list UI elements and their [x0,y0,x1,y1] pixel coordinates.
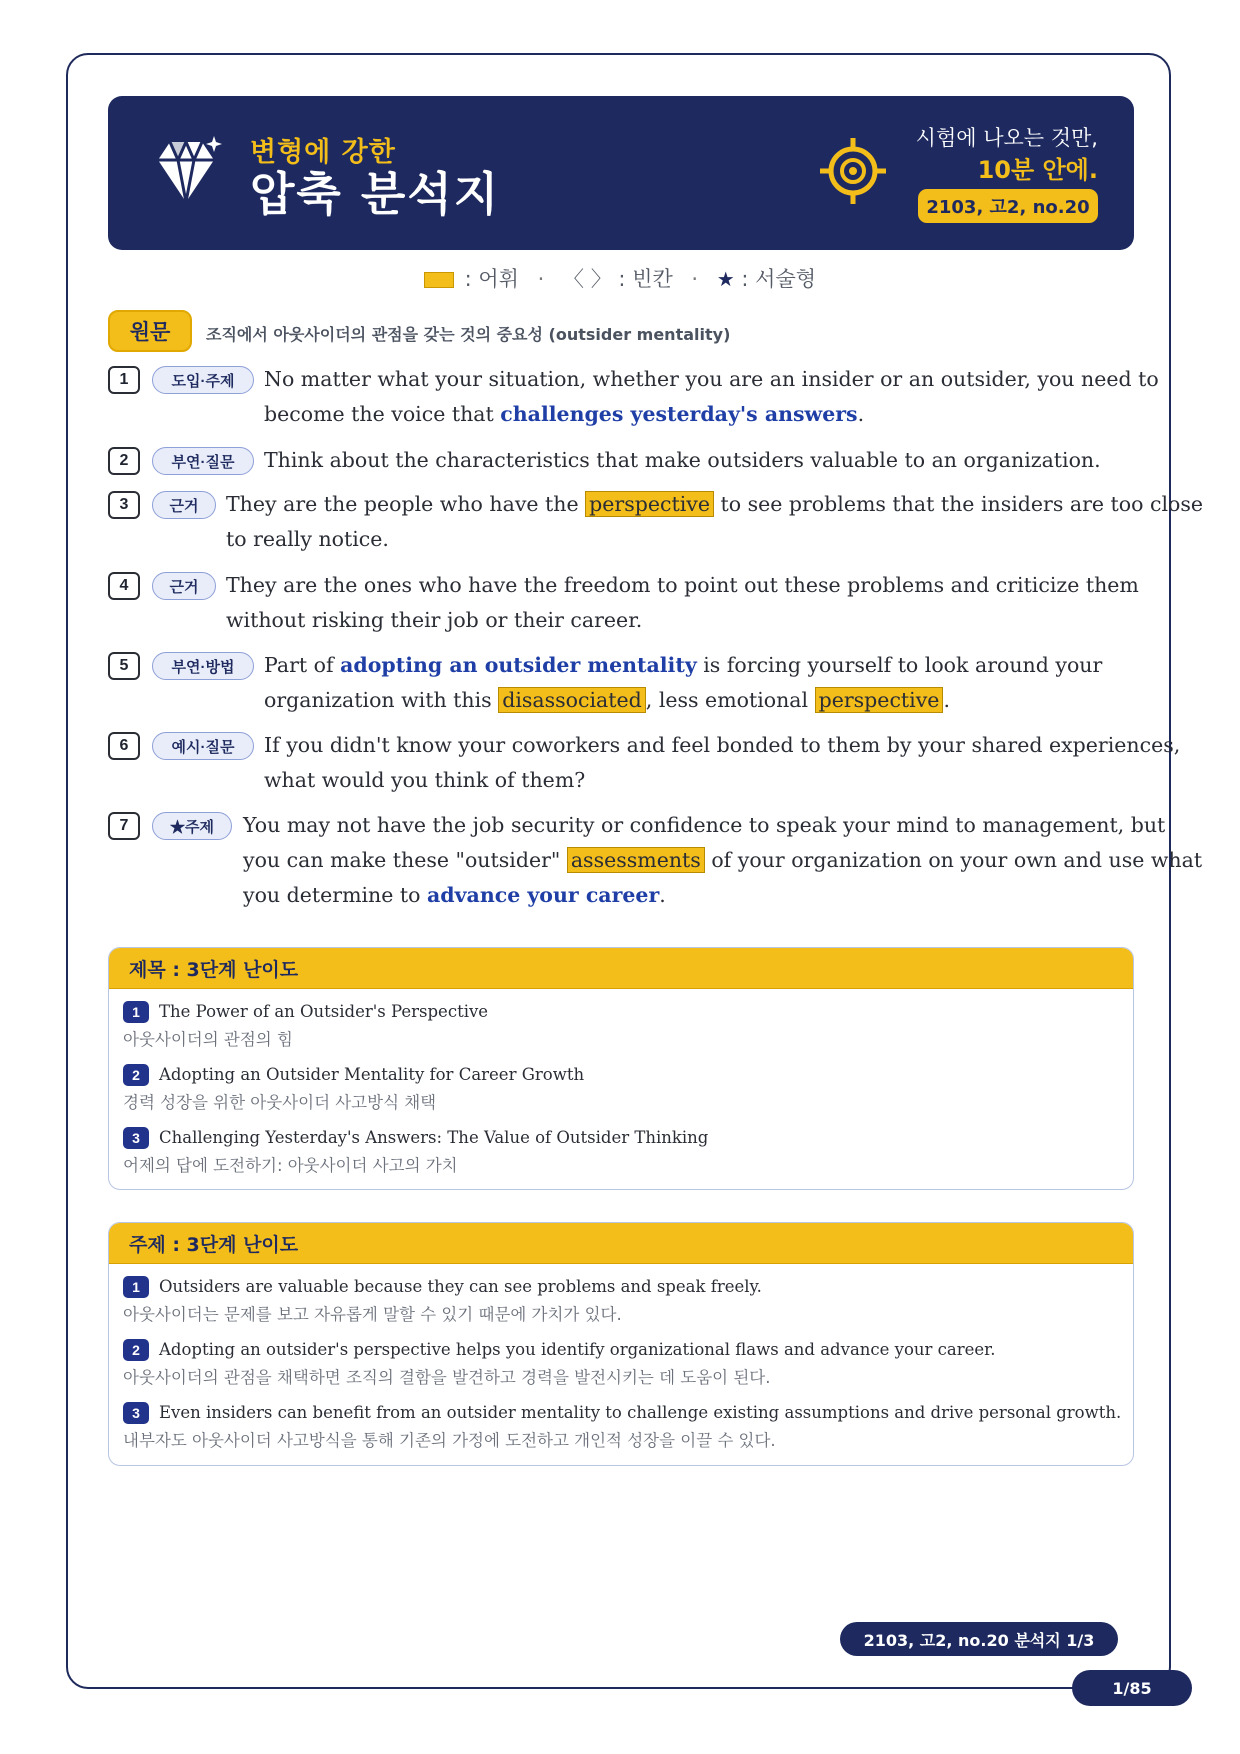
text-run: of your organization on your own and use what [704,848,1203,872]
item-number: 2 [123,1064,149,1086]
sentence-4 [226,568,1139,638]
sentence-number: 7 [108,812,140,840]
sentence-tag: 예시·질문 [152,732,254,760]
sentence-number: 5 [108,652,140,680]
sentence-tag: 근거 [152,572,216,600]
text-run: They are the people who have the [226,492,586,516]
topic-box-heading: 주제 : 3단계 난이도 [109,1223,1133,1264]
text-run: you determine to [243,883,428,907]
sentence-tag: 부연·방법 [152,652,254,680]
list-item [123,1400,1121,1451]
text-run: you can make these "outsider" [243,848,567,872]
source-title: 조직에서 아웃사이더의 관점을 갖는 것의 중요성 (outsider mentality) [206,325,731,344]
vocab-highlight: perspective [585,491,714,517]
keyword: challenges yesterday's answers [500,402,858,426]
text-run: . [943,688,950,712]
target-icon [820,138,886,204]
list-item [123,1125,708,1176]
sentence-6 [264,728,1180,798]
item-korean: 경력 성장을 위한 아웃사이더 사고방식 채택 [123,1093,437,1112]
sentence-number: 4 [108,572,140,600]
item-english: Adopting an Outsider Mentality for Career Growth [159,1065,585,1084]
list-item [123,1274,762,1325]
text-run: . [857,402,865,426]
sentence-line: what would you think of them? [264,768,586,792]
legend-essay: : 서술형 [741,267,817,291]
item-number: 2 [123,1339,149,1361]
sentence-tag: 근거 [152,491,216,519]
sentence-3 [226,487,1203,557]
sentence-tag: ★주제 [152,812,232,840]
item-english: Adopting an outsider's perspective helps you identify organizational flaws and advance your career. [159,1340,996,1359]
vocab-highlight: disassociated [498,687,646,713]
legend-blank-symbol: 〈 〉 [563,267,612,291]
item-number: 1 [123,1001,149,1023]
sentence-line [226,487,1203,522]
item-english: Even insiders can benefit from an outsider mentality to challenge existing assumptions and drive personal growth. [159,1403,1122,1422]
legend-blank: : 빈칸 [618,267,673,291]
title-options-box [108,947,1134,1190]
sentence-line [243,878,1202,913]
tagline-line1: 시험에 나오는 것만, [915,126,1098,150]
text-run: organization with this [264,688,499,712]
item-korean: 어제의 답에 도전하기: 아웃사이더 사고의 가치 [123,1156,458,1175]
text-run: , less emotional [645,688,815,712]
text-run: become the voice that [264,402,501,426]
sentence-line: You may not have the job security or confidence to speak your mind to management, but [243,813,1166,837]
text-run: Part of [264,653,341,677]
legend-separator: · [691,267,699,291]
sentence-line: Think about the characteristics that make outsiders valuable to an organization. [264,448,1101,472]
sentence-line [264,683,1102,718]
sentence-line [243,843,1202,878]
sentence-line [264,648,1102,683]
sentence-number: 1 [108,366,140,394]
sentence-line: If you didn't know your coworkers and feel bonded to them by your shared experiences, [264,733,1181,757]
legend [0,263,1240,293]
page-number: 1/85 [1072,1670,1192,1706]
item-number: 1 [123,1276,149,1298]
item-korean: 아웃사이더의 관점을 채택하면 조직의 결함을 발견하고 경력을 발전시키는 데 도움이 된다. [123,1368,771,1387]
legend-separator: · [537,267,545,291]
sentence-5 [264,648,1102,718]
sheet-label: 2103, 고2, no.20 분석지 1/3 [840,1622,1118,1656]
list-item [123,1062,584,1113]
keyword: advance your career [427,883,660,907]
exam-code-badge: 2103, 고2, no.20 [918,189,1098,223]
sentence-number: 2 [108,447,140,475]
sentence-line: without risking their job or their career. [226,608,643,632]
item-korean: 아웃사이더는 문제를 보고 자유롭게 말할 수 있기 때문에 가치가 있다. [123,1305,622,1324]
star-icon: ★ [716,267,735,291]
highlight-swatch-icon [424,272,454,288]
item-number: 3 [123,1127,149,1149]
item-korean: 내부자도 아웃사이더 사고방식을 통해 기존의 가정에 도전하고 개인적 성장을 이끌 수 있다. [123,1431,776,1450]
sentence-line: They are the ones who have the freedom to point out these problems and criticize them [226,573,1139,597]
list-item [123,999,488,1050]
sentence-1 [264,362,1159,432]
sentence-line: to really notice. [226,527,389,551]
title-small: 변형에 강한 [250,137,396,168]
list-item [123,1337,996,1388]
text-run: . [659,883,666,907]
sentence-number: 6 [108,732,140,760]
sentence-2 [264,443,1101,478]
sentence-line: No matter what your situation, whether you are an insider or an outsider, you need to [264,367,1159,391]
vocab-highlight: assessments [567,847,705,873]
item-korean: 아웃사이더의 관점의 힘 [123,1030,293,1049]
title-big: 압축 분석지 [250,167,501,221]
title-box-heading: 제목 : 3단계 난이도 [109,948,1133,989]
keyword: adopting an outsider mentality [340,653,697,677]
sentence-tag: 도입·주제 [152,366,254,394]
item-english: Outsiders are valuable because they can see problems and speak freely. [159,1277,762,1296]
text-run: to see problems that the insiders are too close [713,492,1204,516]
text-run: is forcing yourself to look around your [696,653,1103,677]
sentence-number: 3 [108,491,140,519]
sentence-tag: 부연·질문 [152,447,254,475]
sentence-line [264,397,1159,432]
legend-vocab: : 어휘 [464,267,519,291]
header-banner [108,96,1134,250]
item-english: Challenging Yesterday's Answers: The Value of Outsider Thinking [159,1128,709,1147]
sentence-7 [243,808,1202,913]
diamond-icon [158,136,222,208]
item-number: 3 [123,1402,149,1424]
topic-options-box [108,1222,1134,1466]
item-english: The Power of an Outsider's Perspective [159,1002,489,1021]
source-badge: 원문 [108,310,192,352]
tagline-line2: 10분 안에. [977,156,1098,184]
vocab-highlight: perspective [815,687,944,713]
